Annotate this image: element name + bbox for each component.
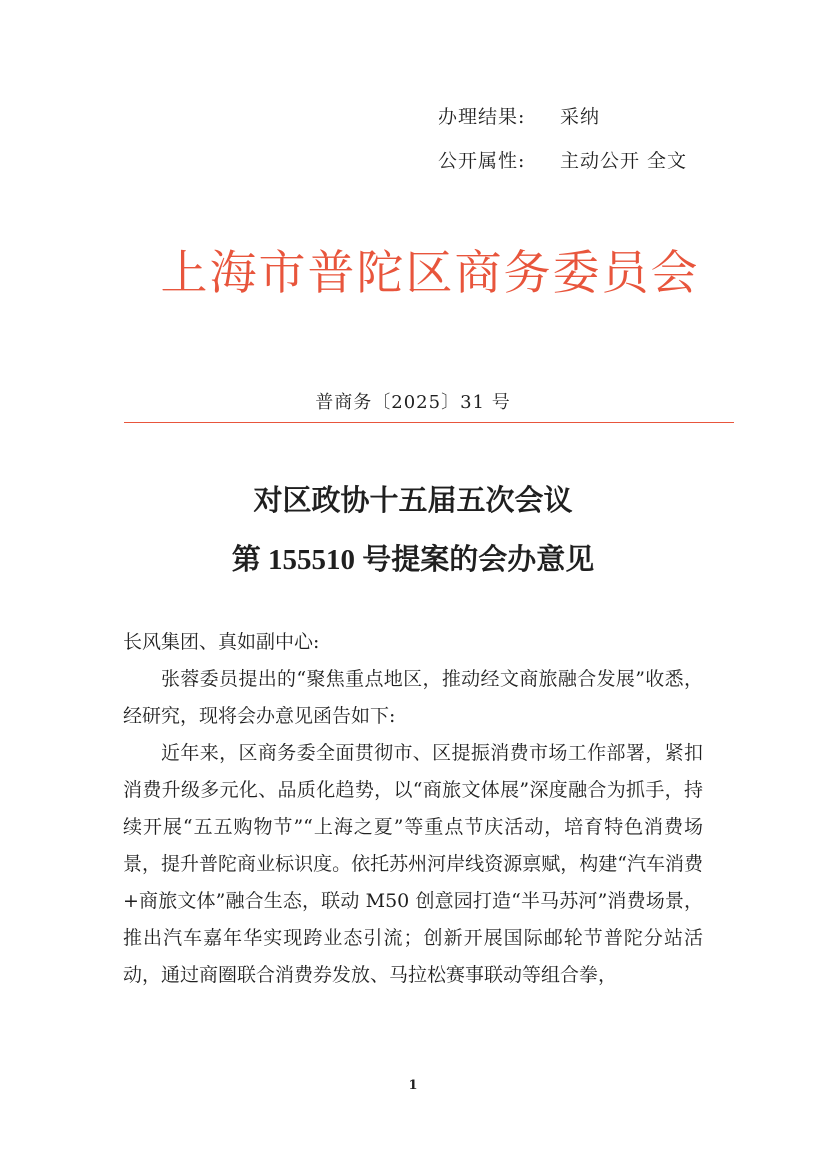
document-title-line-1: 对区政协十五届五次会议 — [253, 485, 573, 517]
disclosure-label: 公开属性: — [438, 150, 526, 172]
handling-result-value: 采纳 — [560, 106, 601, 128]
document-title-line-2: 第 155510 号提案的会办意见 — [231, 544, 595, 576]
handling-result-row — [438, 102, 600, 129]
document-body — [123, 624, 703, 994]
red-divider — [124, 422, 734, 423]
page-number: 1 — [408, 1078, 418, 1093]
disclosure-value: 主动公开 全文 — [560, 150, 688, 172]
handling-result-label: 办理结果: — [438, 106, 526, 128]
body-paragraph-1: 张蓉委员提出的“聚焦重点地区，推动经文商旅融合发展”收悉，经研究，现将会办意见函告如下: — [123, 668, 703, 727]
salutation: 长风集团、真如副中心: — [123, 631, 320, 653]
document-number: 普商务〔2025〕31 号 — [315, 392, 511, 413]
disclosure-row — [438, 146, 687, 173]
body-paragraph-2: 近年来，区商务委全面贯彻市、区提振消费市场工作部署，紧扣消费升级多元化、品质化趋势，以“商旅文体展”深度融合为抓手，持续开展“五五购物节”“上海之夏”等重点节庆活动，培育特色消费场景，提升普陀商业标识度。依托苏州河岸线资源禀赋，构建“汽车消费+商旅文体”融合生态，联动 M50 创意园打造“半马苏河”消费场景，推出汽车嘉年华实现跨业态引流；创新开展国际邮轮节普陀分站活动，通过商圈联合消费券发放、马拉松赛事联动等组合拳， — [123, 742, 703, 986]
organization-title: 上海市普陀区商务委员会 — [160, 246, 700, 301]
